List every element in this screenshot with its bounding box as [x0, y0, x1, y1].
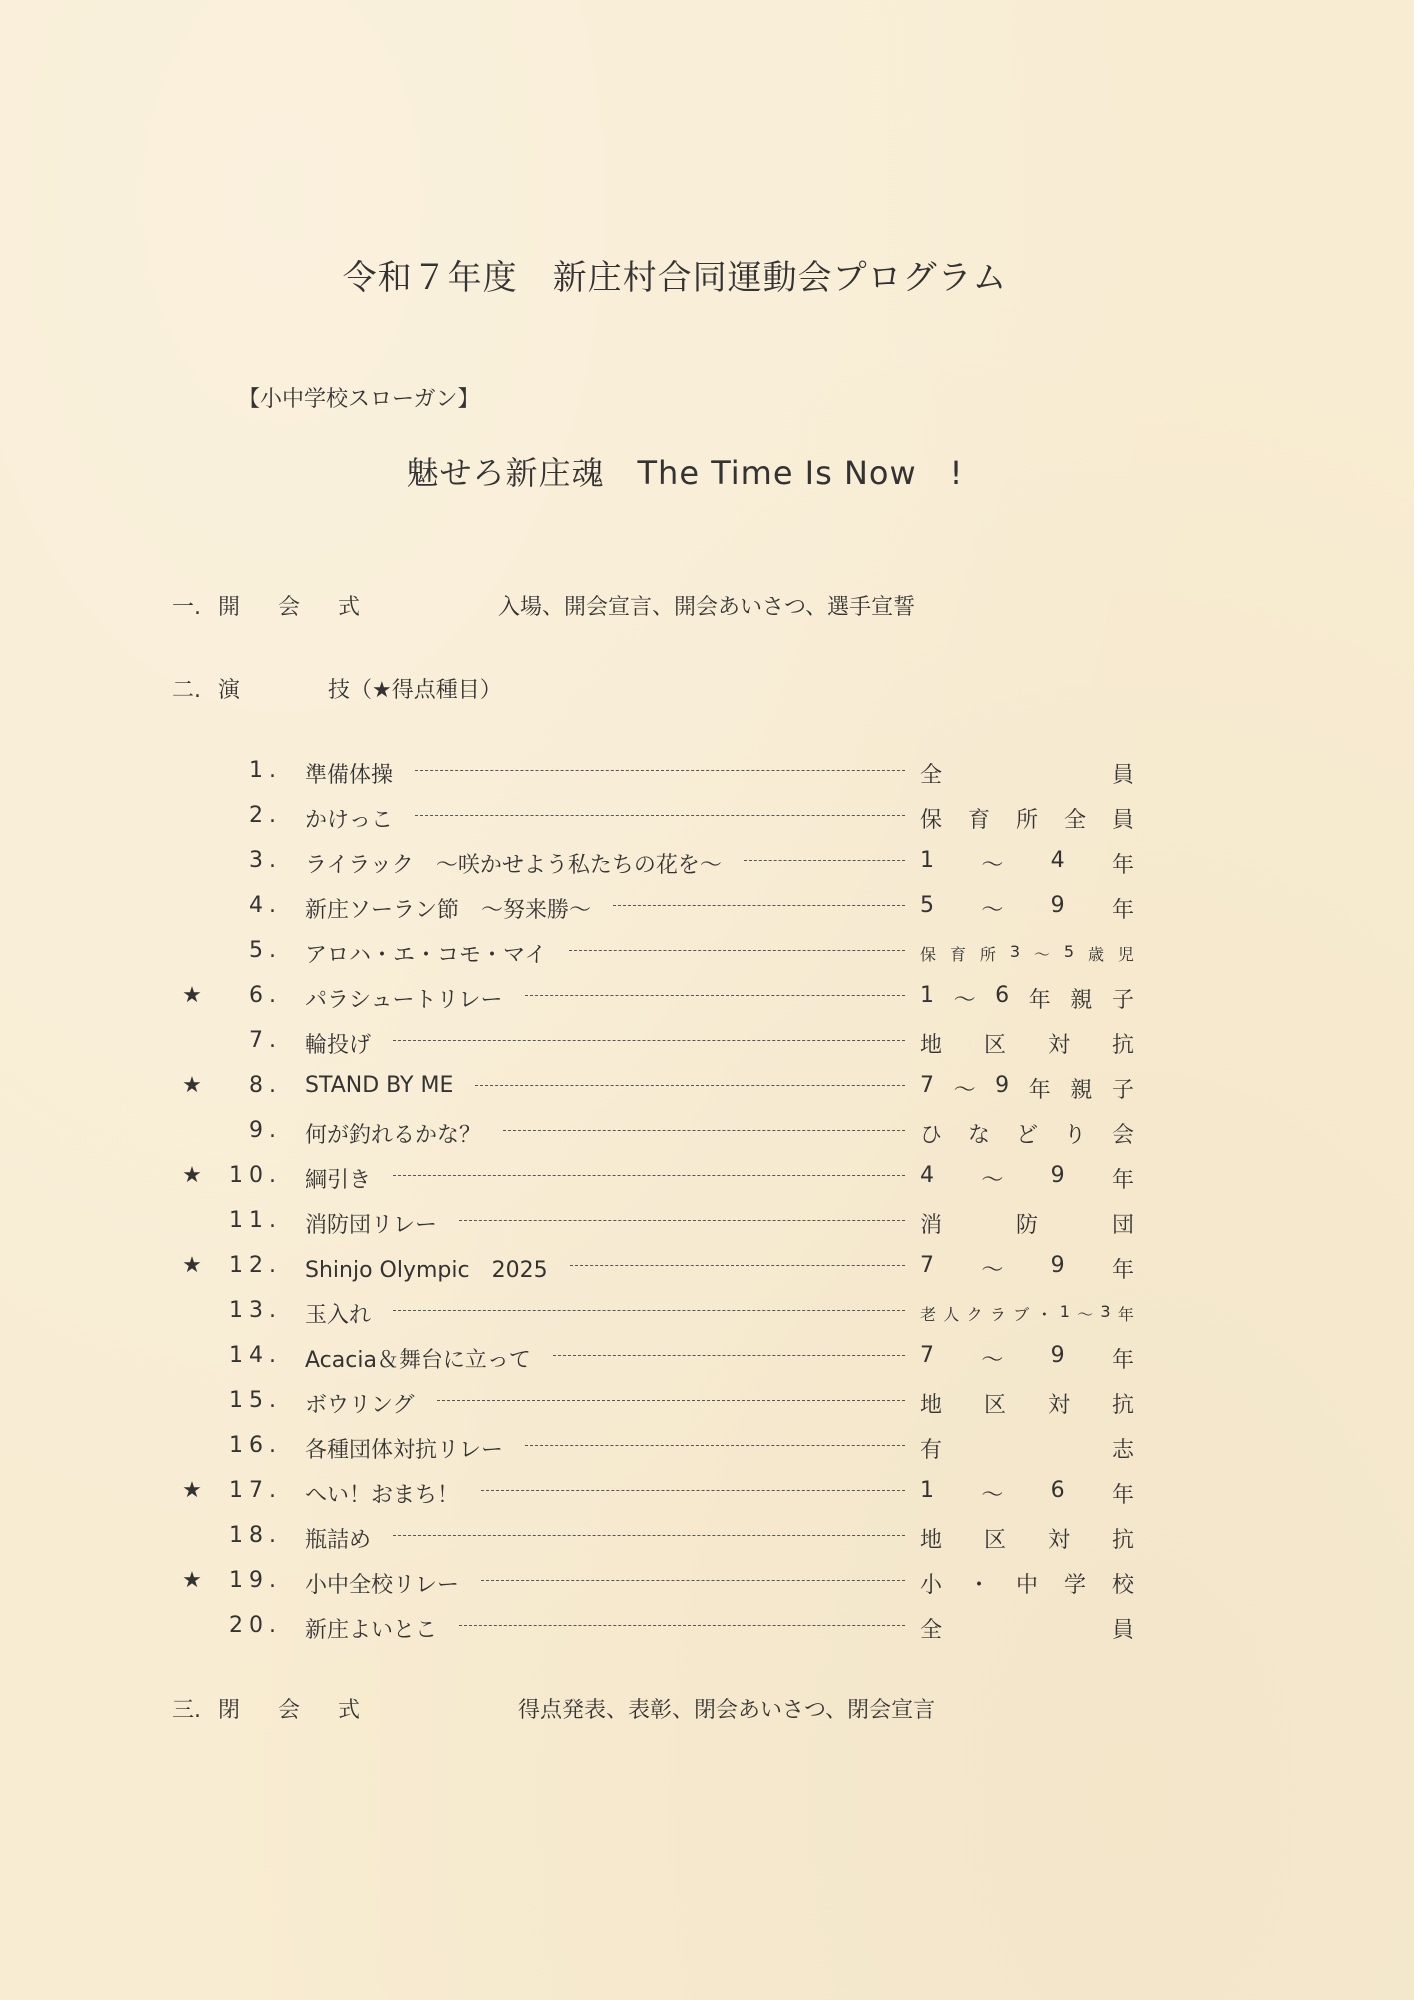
program-title: 新庄よいとこ — [305, 1618, 438, 1643]
slogan-label: 【小中学校スローガン】 — [238, 387, 480, 412]
leader-dashes — [613, 905, 905, 906]
program-number: 9. — [249, 1118, 282, 1143]
scoring-star-icon: ★ — [182, 1253, 202, 1278]
program-participants: 地 区 対 抗 — [920, 1033, 1134, 1058]
leader-dashes — [393, 1310, 905, 1311]
program-title: かけっこ — [305, 808, 394, 833]
program-number: 18. — [229, 1523, 282, 1548]
section-name: 開会式 — [218, 595, 399, 620]
program-participants: 1 ～ 6 年 — [920, 1478, 1134, 1508]
program-number: 20. — [229, 1613, 282, 1638]
leader-dashes — [393, 1175, 905, 1176]
program-number: 10. — [229, 1163, 282, 1188]
scoring-star-icon: ★ — [182, 1478, 202, 1503]
program-participants: 7 ～ 9 年 親 子 — [920, 1073, 1134, 1103]
scoring-star-icon: ★ — [182, 1163, 202, 1188]
section-performance — [172, 673, 502, 704]
section-number: 二. — [172, 678, 201, 703]
leader-dashes — [415, 815, 905, 816]
program-title: 準備体操 — [305, 763, 394, 788]
program-title: 綱引き — [305, 1168, 372, 1193]
program-number: 11. — [229, 1208, 282, 1233]
program-title: 各種団体対抗リレー — [305, 1438, 504, 1463]
program-item — [0, 1112, 1414, 1157]
program-participants: 全 員 — [920, 1618, 1134, 1643]
program-item — [0, 1022, 1414, 1067]
program-item — [0, 977, 1414, 1022]
leader-dashes — [525, 995, 905, 996]
section-closing — [172, 1693, 935, 1724]
program-number: 19. — [229, 1568, 282, 1593]
program-number: 1. — [249, 758, 282, 783]
program-item — [0, 1337, 1414, 1382]
program-item — [0, 1157, 1414, 1202]
program-number: 4. — [249, 893, 282, 918]
program-item — [0, 1607, 1414, 1652]
program-participants: 全 員 — [920, 763, 1134, 788]
program-item — [0, 932, 1414, 977]
leader-dashes — [481, 1490, 905, 1491]
program-title: パラシュートリレー — [305, 988, 503, 1013]
leader-dashes — [744, 860, 905, 861]
program-item — [0, 1247, 1414, 1292]
program-number: 8. — [249, 1073, 282, 1098]
leader-dashes — [475, 1085, 905, 1086]
leader-dashes — [393, 1040, 905, 1041]
program-title: 瓶詰め — [305, 1528, 372, 1553]
program-item — [0, 752, 1414, 797]
program-participants: 地 区 対 抗 — [920, 1393, 1134, 1418]
program-participants: 小 ・ 中 学 校 — [920, 1573, 1134, 1598]
program-participants: ひ な ど り 会 — [920, 1123, 1134, 1148]
program-participants: 地 区 対 抗 — [920, 1528, 1134, 1553]
program-title: ライラック ～咲かせよう私たちの花を～ — [305, 853, 722, 878]
leader-dashes — [525, 1445, 905, 1446]
program-participants: 5 ～ 9 年 — [920, 893, 1134, 923]
program-participants: 有 志 — [920, 1438, 1134, 1463]
program-title: へい！おまち！ — [305, 1483, 460, 1508]
section-opening — [172, 590, 915, 621]
section-number: 三. — [172, 1698, 201, 1723]
scoring-star-icon: ★ — [182, 1073, 202, 1098]
scoring-star-icon: ★ — [182, 983, 202, 1008]
program-item — [0, 1562, 1414, 1607]
program-number: 15. — [229, 1388, 282, 1413]
program-title: STAND BY ME — [305, 1073, 454, 1098]
scoring-star-icon: ★ — [182, 1568, 202, 1593]
program-participants: 老 人 ク ラ ブ ・ 1 ～ 3 年 — [920, 1302, 1134, 1324]
program-item — [0, 1427, 1414, 1472]
program-item — [0, 842, 1414, 887]
page-title: 令和７年度 新庄村合同運動会プログラム — [342, 258, 1008, 298]
program-title: 小中全校リレー — [305, 1573, 460, 1598]
program-item — [0, 1517, 1414, 1562]
program-item — [0, 1382, 1414, 1427]
leader-dashes — [437, 1400, 905, 1401]
program-title: 玉入れ — [305, 1303, 372, 1328]
program-item — [0, 1472, 1414, 1517]
leader-dashes — [459, 1220, 905, 1221]
program-number: 13. — [229, 1298, 282, 1323]
leader-dashes — [393, 1535, 905, 1536]
leader-dashes — [569, 950, 905, 951]
section-description: （★得点種目） — [350, 678, 502, 703]
program-number: 17. — [229, 1478, 282, 1503]
program-item — [0, 797, 1414, 842]
program-item — [0, 1292, 1414, 1337]
leader-dashes — [459, 1625, 905, 1626]
leader-dashes — [570, 1265, 905, 1266]
program-list — [0, 752, 1414, 1652]
program-number: 5. — [249, 938, 282, 963]
program-number: 14. — [229, 1343, 282, 1368]
slogan: 魅せろ新庄魂 The Time Is Now ! — [406, 454, 964, 492]
section-description: 入場、開会宣言、開会あいさつ、選手宣誓 — [498, 595, 916, 620]
program-item — [0, 1067, 1414, 1112]
program-item — [0, 887, 1414, 932]
section-name: 演 技 — [218, 678, 351, 703]
program-title: 輪投げ — [305, 1033, 372, 1058]
section-description: 得点発表、表彰、閉会あいさつ、閉会宣言 — [518, 1698, 936, 1723]
program-participants: 4 ～ 9 年 — [920, 1163, 1134, 1193]
program-participants: 7 ～ 9 年 — [920, 1343, 1134, 1373]
program-number: 3. — [249, 848, 282, 873]
program-number: 16. — [229, 1433, 282, 1458]
program-title: 新庄ソーラン節 ～努来勝～ — [305, 898, 592, 923]
program-participants: 1 ～ 6 年 親 子 — [920, 983, 1134, 1013]
program-number: 7. — [249, 1028, 282, 1053]
program-title: Shinjo Olympic 2025 — [305, 1258, 548, 1283]
program-number: 2. — [249, 803, 282, 828]
program-participants: 保 育 所 全 員 — [920, 808, 1134, 833]
section-number: 一. — [172, 595, 201, 620]
program-title: 消防団リレー — [305, 1213, 438, 1238]
program-title: 何が釣れるかな？ — [305, 1123, 482, 1148]
program-participants: 消 防 団 — [920, 1213, 1134, 1238]
program-title: アロハ・エ・コモ・マイ — [305, 943, 547, 968]
program-number: 12. — [229, 1253, 282, 1278]
leader-dashes — [503, 1130, 905, 1131]
program-title: ボウリング — [305, 1393, 415, 1418]
leader-dashes — [415, 770, 905, 771]
program-participants: 保 育 所 3 ～ 5 歳 児 — [920, 942, 1134, 964]
leader-dashes — [481, 1580, 905, 1581]
section-name: 閉会式 — [218, 1698, 399, 1723]
leader-dashes — [553, 1355, 905, 1356]
program-participants: 1 ～ 4 年 — [920, 848, 1134, 878]
program-item — [0, 1202, 1414, 1247]
program-number: 6. — [249, 983, 282, 1008]
program-title: Acacia＆舞台に立って — [305, 1348, 531, 1373]
program-participants: 7 ～ 9 年 — [920, 1253, 1134, 1283]
